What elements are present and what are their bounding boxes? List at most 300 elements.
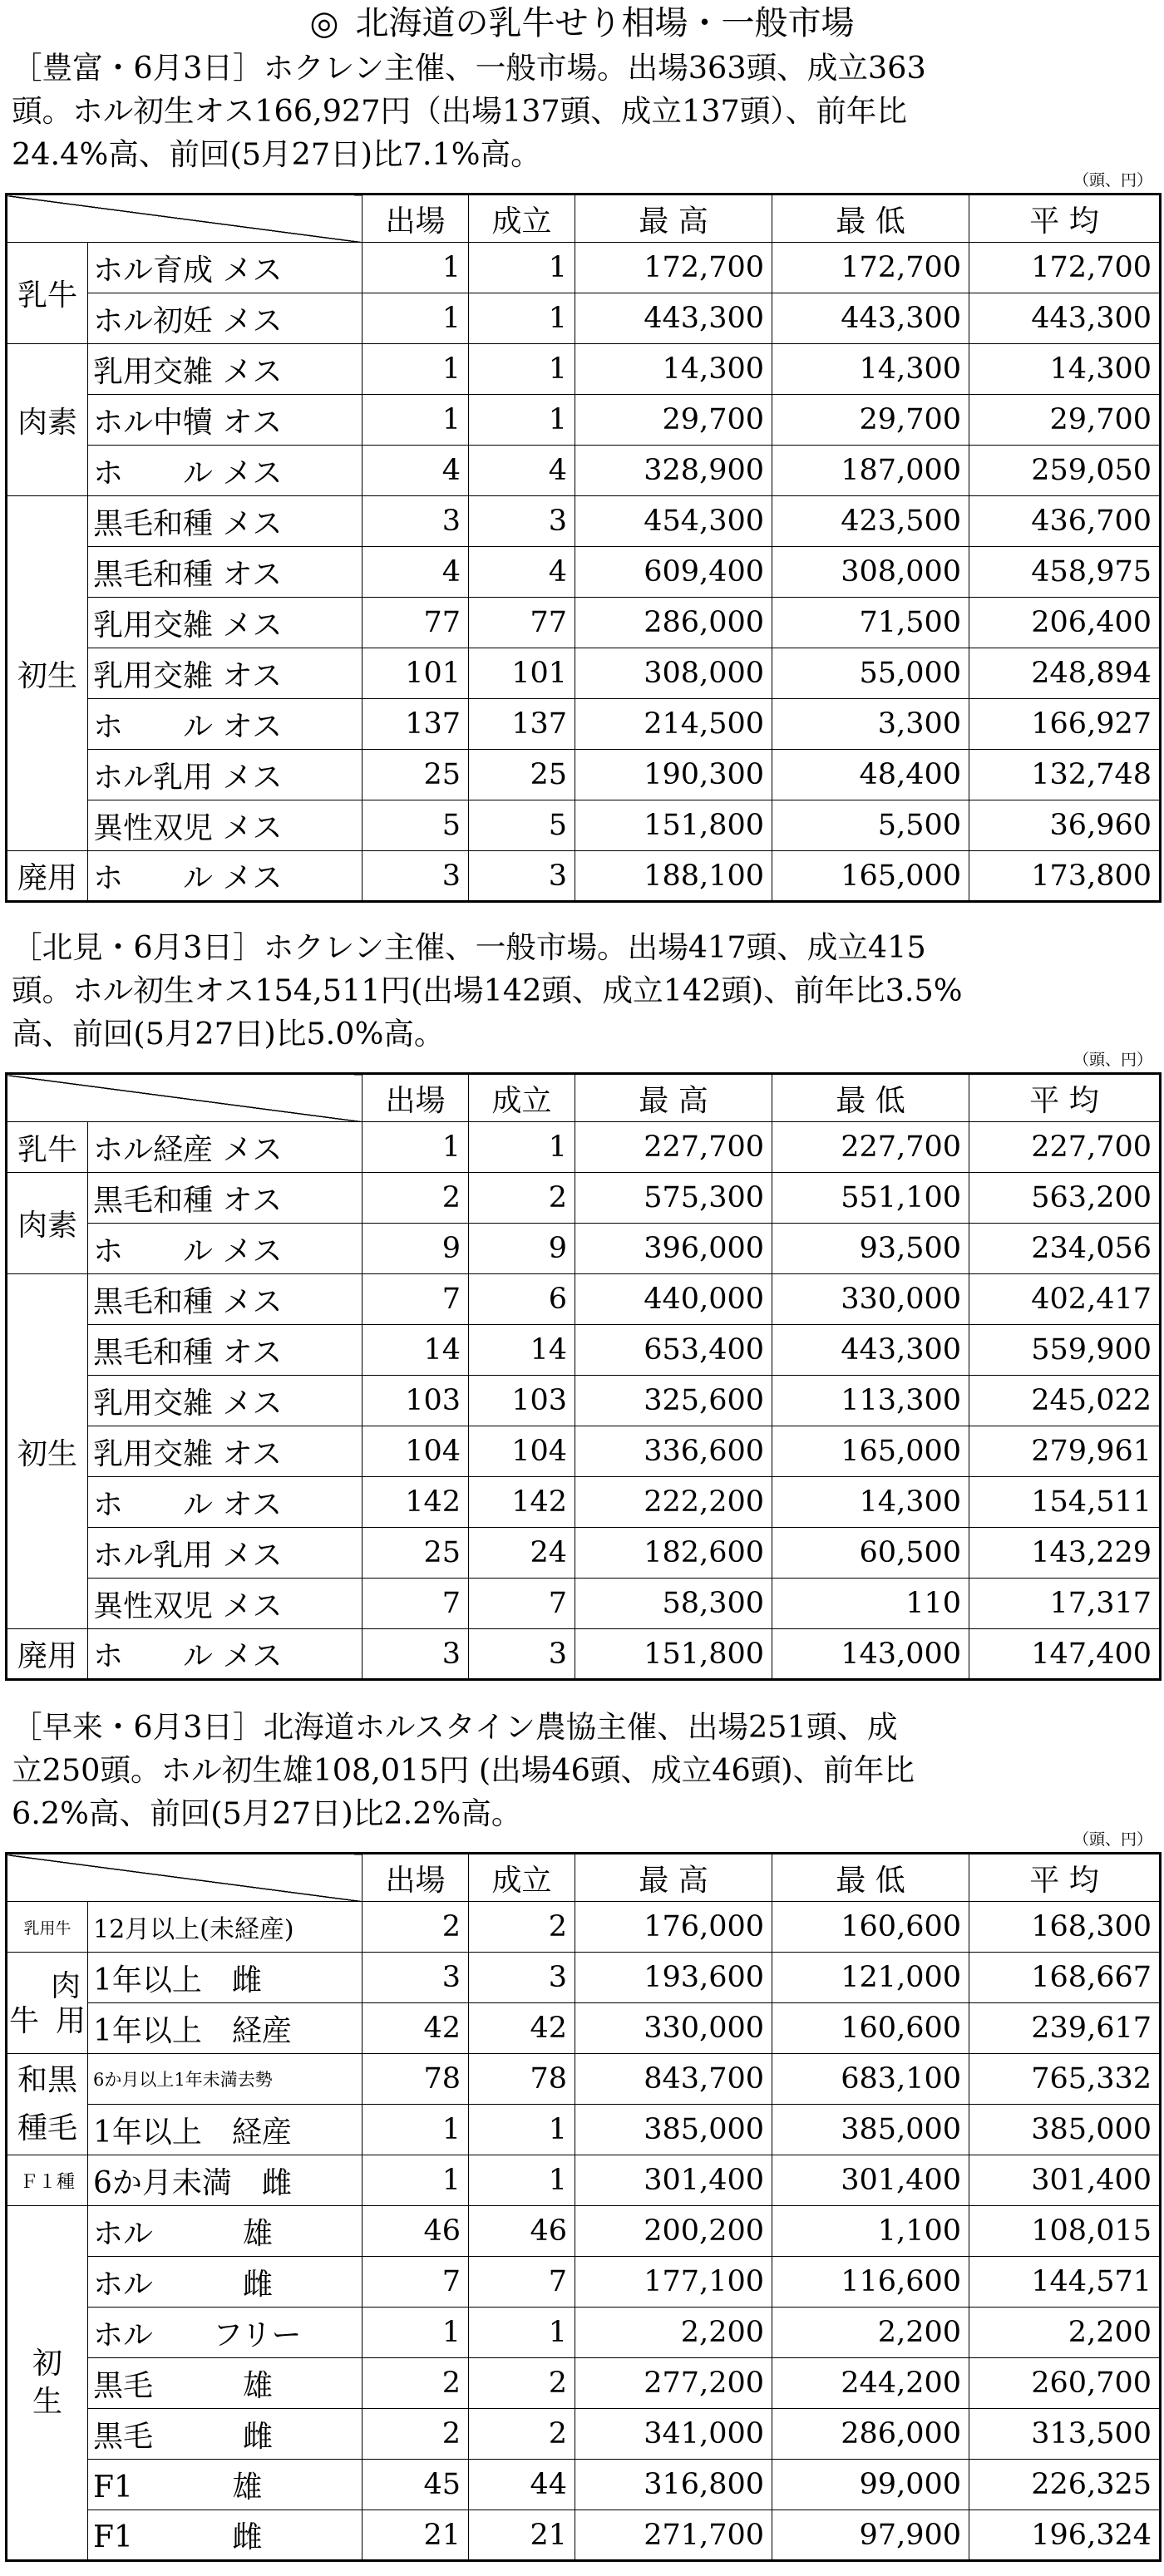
table-row xyxy=(7,1173,1161,1224)
entries-cell: 3 xyxy=(363,1629,469,1680)
avg-price-cell: 226,325 xyxy=(969,2460,1161,2510)
table-row xyxy=(7,598,1161,648)
col-header-high: 最 高 xyxy=(575,1074,772,1122)
sold-cell: 3 xyxy=(469,1953,575,2003)
group-label: 乳用牛 xyxy=(7,1902,88,1953)
low-price-cell: 551,100 xyxy=(772,1173,969,1224)
header-corner xyxy=(7,1074,363,1122)
entries-cell: 21 xyxy=(363,2510,469,2561)
table-row xyxy=(7,800,1161,851)
market-toyotomi-table xyxy=(5,193,1162,903)
avg-price-cell: 234,056 xyxy=(969,1224,1161,1274)
low-price-cell: 187,000 xyxy=(772,446,969,496)
entries-cell: 3 xyxy=(363,851,469,902)
avg-price-cell: 559,900 xyxy=(969,1325,1161,1376)
col-header-low: 最 低 xyxy=(772,1854,969,1902)
col-header-high: 最 高 xyxy=(575,1854,772,1902)
intro-line: 6.2%高、前回(5月27日)比2.2%高。 xyxy=(12,1795,522,1831)
col-header-entries: 出場 xyxy=(363,1854,469,1902)
avg-price-cell: 196,324 xyxy=(969,2510,1161,2561)
group-label xyxy=(7,1953,88,2054)
intro-line: ［北見・6月3日］ホクレン主催、一般市場。出場417頭、成立415 xyxy=(12,929,926,965)
item-label: 黒毛和種 オス xyxy=(88,1325,363,1376)
avg-price-cell: 259,050 xyxy=(969,446,1161,496)
sold-cell: 3 xyxy=(469,496,575,547)
sold-cell: 142 xyxy=(469,1477,575,1528)
sold-cell: 2 xyxy=(469,2358,575,2409)
entries-cell: 46 xyxy=(363,2206,469,2257)
intro-line: 頭。ホル初生オス166,927円（出場137頭、成立137頭）、前年比 xyxy=(12,93,907,129)
low-price-cell: 93,500 xyxy=(772,1224,969,1274)
avg-price-cell: 443,300 xyxy=(969,293,1161,344)
group-label-char: 初 xyxy=(32,2346,62,2381)
table-row xyxy=(7,547,1161,598)
high-price-cell: 188,100 xyxy=(575,851,772,902)
market-hayakita-table xyxy=(5,1852,1162,2562)
table-row xyxy=(7,648,1161,699)
entries-cell: 2 xyxy=(363,2358,469,2409)
avg-price-cell: 239,617 xyxy=(969,2003,1161,2054)
item-label: 6か月未満 雌 xyxy=(88,2155,363,2206)
sold-cell: 3 xyxy=(469,851,575,902)
market-kitami-intro xyxy=(12,926,1152,1056)
high-price-cell: 385,000 xyxy=(575,2105,772,2155)
low-price-cell: 60,500 xyxy=(772,1528,969,1579)
high-price-cell: 301,400 xyxy=(575,2155,772,2206)
table-row xyxy=(7,1579,1161,1629)
avg-price-cell: 36,960 xyxy=(969,800,1161,851)
sold-cell: 5 xyxy=(469,800,575,851)
table-row xyxy=(7,2206,1161,2257)
entries-cell: 1 xyxy=(363,2155,469,2206)
entries-cell: 25 xyxy=(363,1528,469,1579)
sold-cell: 4 xyxy=(469,446,575,496)
low-price-cell: 143,000 xyxy=(772,1629,969,1680)
col-header-sold: 成立 xyxy=(469,195,575,243)
group-label: 肉素 xyxy=(7,1173,88,1274)
table-row xyxy=(7,2155,1161,2206)
item-label: ホ ル メス xyxy=(88,1629,363,1680)
item-label: ホル フリー xyxy=(88,2308,363,2358)
table-row xyxy=(7,1477,1161,1528)
low-price-cell: 160,600 xyxy=(772,2003,969,2054)
table-row xyxy=(7,395,1161,446)
table-row xyxy=(7,2358,1161,2409)
market-kitami-table xyxy=(5,1072,1162,1681)
low-price-cell: 55,000 xyxy=(772,648,969,699)
group-label: 肉素 xyxy=(7,344,88,496)
group-label-char xyxy=(7,2005,87,2038)
low-price-cell: 5,500 xyxy=(772,800,969,851)
sold-cell: 7 xyxy=(469,1579,575,1629)
high-price-cell: 341,000 xyxy=(575,2409,772,2460)
sold-cell: 44 xyxy=(469,2460,575,2510)
title-text: 北海道の乳牛せり相場・一般市場 xyxy=(355,4,855,42)
intro-line: ［豊富・6月3日］ホクレン主催、一般市場。出場363頭、成立363 xyxy=(12,50,926,86)
table-row xyxy=(7,2460,1161,2510)
avg-price-cell: 144,571 xyxy=(969,2257,1161,2308)
table-header-row xyxy=(7,1074,1161,1122)
sold-cell: 1 xyxy=(469,344,575,395)
entries-cell: 1 xyxy=(363,293,469,344)
col-header-high: 最 高 xyxy=(575,195,772,243)
low-price-cell: 97,900 xyxy=(772,2510,969,2561)
col-header-entries: 出場 xyxy=(363,1074,469,1122)
table-row xyxy=(7,1224,1161,1274)
high-price-cell: 454,300 xyxy=(575,496,772,547)
entries-cell: 7 xyxy=(363,1579,469,1629)
high-price-cell: 193,600 xyxy=(575,1953,772,2003)
avg-price-cell: 245,022 xyxy=(969,1376,1161,1426)
avg-price-cell: 166,927 xyxy=(969,699,1161,750)
avg-price-cell: 279,961 xyxy=(969,1426,1161,1477)
item-label: ホ ル メス xyxy=(88,446,363,496)
unit-note: （頭、円） xyxy=(1073,1830,1152,1849)
high-price-cell: 271,700 xyxy=(575,2510,772,2561)
sold-cell: 137 xyxy=(469,699,575,750)
sold-cell: 104 xyxy=(469,1426,575,1477)
col-header-entries: 出場 xyxy=(363,195,469,243)
market-hayakita-intro xyxy=(12,1706,1152,1835)
high-price-cell: 336,600 xyxy=(575,1426,772,1477)
low-price-cell: 443,300 xyxy=(772,293,969,344)
avg-price-cell: 436,700 xyxy=(969,496,1161,547)
low-price-cell: 160,600 xyxy=(772,1902,969,1953)
table-row xyxy=(7,1376,1161,1426)
table-row xyxy=(7,1902,1161,1953)
market-toyotomi-intro xyxy=(12,47,1152,176)
avg-price-cell: 17,317 xyxy=(969,1579,1161,1629)
entries-cell: 2 xyxy=(363,1902,469,1953)
group-label-char: 肉 xyxy=(50,1968,81,2003)
item-label: ホ ル オス xyxy=(88,1477,363,1528)
group-label xyxy=(7,2054,88,2155)
high-price-cell: 330,000 xyxy=(575,2003,772,2054)
high-price-cell: 176,000 xyxy=(575,1902,772,1953)
group-label: 廃用 xyxy=(7,1629,88,1680)
group-label: 廃用 xyxy=(7,851,88,902)
group-label-char: 毛 xyxy=(47,2111,78,2145)
col-header-avg: 平 均 xyxy=(969,195,1161,243)
sold-cell: 2 xyxy=(469,2409,575,2460)
sold-cell: 1 xyxy=(469,2155,575,2206)
high-price-cell: 151,800 xyxy=(575,1629,772,1680)
item-label: 乳用交雑 オス xyxy=(88,1426,363,1477)
header-corner xyxy=(7,195,363,243)
entries-cell: 1 xyxy=(363,344,469,395)
high-price-cell: 151,800 xyxy=(575,800,772,851)
col-header-avg: 平 均 xyxy=(969,1854,1161,1902)
group-label: 乳牛 xyxy=(7,1122,88,1173)
item-label: ホル中犢 オス xyxy=(88,395,363,446)
item-label: 乳用交雑 メス xyxy=(88,1376,363,1426)
high-price-cell: 29,700 xyxy=(575,395,772,446)
table-row xyxy=(7,2054,1161,2105)
avg-price-cell: 563,200 xyxy=(969,1173,1161,1224)
avg-price-cell: 147,400 xyxy=(969,1629,1161,1680)
intro-line: 立250頭。ホル初生雄108,015円 (出場46頭、成立46頭)、前年比 xyxy=(12,1752,915,1788)
col-header-avg: 平 均 xyxy=(969,1074,1161,1122)
entries-cell: 1 xyxy=(363,2308,469,2358)
entries-cell: 25 xyxy=(363,750,469,800)
item-label: 乳用交雑 メス xyxy=(88,598,363,648)
page-title xyxy=(0,0,1164,47)
high-price-cell: 328,900 xyxy=(575,446,772,496)
avg-price-cell: 168,667 xyxy=(969,1953,1161,2003)
sold-cell: 42 xyxy=(469,2003,575,2054)
col-header-sold: 成立 xyxy=(469,1074,575,1122)
table-row xyxy=(7,2003,1161,2054)
entries-cell: 142 xyxy=(363,1477,469,1528)
sold-cell: 9 xyxy=(469,1224,575,1274)
low-price-cell: 2,200 xyxy=(772,2308,969,2358)
sold-cell: 1 xyxy=(469,395,575,446)
high-price-cell: 172,700 xyxy=(575,243,772,293)
high-price-cell: 609,400 xyxy=(575,547,772,598)
table-row xyxy=(7,1122,1161,1173)
entries-cell: 4 xyxy=(363,446,469,496)
low-price-cell: 110 xyxy=(772,1579,969,1629)
table-row xyxy=(7,851,1161,902)
entries-cell: 1 xyxy=(363,2105,469,2155)
avg-price-cell: 14,300 xyxy=(969,344,1161,395)
item-label: ホ ル オス xyxy=(88,699,363,750)
item-label: ホ ル メス xyxy=(88,1224,363,1274)
entries-cell: 14 xyxy=(363,1325,469,1376)
low-price-cell: 165,000 xyxy=(772,1426,969,1477)
group-label-char: 和 xyxy=(17,2062,47,2097)
item-label: 12月以上(未経産) xyxy=(88,1902,363,1953)
sold-cell: 46 xyxy=(469,2206,575,2257)
avg-price-cell: 765,332 xyxy=(969,2054,1161,2105)
high-price-cell: 14,300 xyxy=(575,344,772,395)
item-label: 異性双児 メス xyxy=(88,1579,363,1629)
high-price-cell: 182,600 xyxy=(575,1528,772,1579)
avg-price-cell: 206,400 xyxy=(969,598,1161,648)
low-price-cell: 99,000 xyxy=(772,2460,969,2510)
table-header-row xyxy=(7,195,1161,243)
item-label: 異性双児 メス xyxy=(88,800,363,851)
group-label-char: 用 xyxy=(55,2003,86,2038)
low-price-cell: 14,300 xyxy=(772,344,969,395)
high-price-cell: 316,800 xyxy=(575,2460,772,2510)
entries-cell: 1 xyxy=(363,243,469,293)
group-label: Ｆ１種 xyxy=(7,2155,88,2206)
entries-cell: 137 xyxy=(363,699,469,750)
high-price-cell: 440,000 xyxy=(575,1274,772,1325)
table-row xyxy=(7,293,1161,344)
item-label: F1 雄 xyxy=(88,2460,363,2510)
item-label: 1年以上 経産 xyxy=(88,2105,363,2155)
high-price-cell: 325,600 xyxy=(575,1376,772,1426)
sold-cell: 21 xyxy=(469,2510,575,2561)
high-price-cell: 653,400 xyxy=(575,1325,772,1376)
sold-cell: 4 xyxy=(469,547,575,598)
avg-price-cell: 402,417 xyxy=(969,1274,1161,1325)
item-label: 6か月以上1年未満去勢 xyxy=(88,2054,363,2105)
high-price-cell: 58,300 xyxy=(575,1579,772,1629)
avg-price-cell: 143,229 xyxy=(969,1528,1161,1579)
item-label: ホル乳用 メス xyxy=(88,1528,363,1579)
entries-cell: 103 xyxy=(363,1376,469,1426)
table-row xyxy=(7,2257,1161,2308)
low-price-cell: 113,300 xyxy=(772,1376,969,1426)
item-label: 1年以上 経産 xyxy=(88,2003,363,2054)
entries-cell: 4 xyxy=(363,547,469,598)
avg-price-cell: 108,015 xyxy=(969,2206,1161,2257)
high-price-cell: 286,000 xyxy=(575,598,772,648)
item-label: ホル経産 メス xyxy=(88,1122,363,1173)
sold-cell: 14 xyxy=(469,1325,575,1376)
entries-cell: 2 xyxy=(363,2409,469,2460)
high-price-cell: 190,300 xyxy=(575,750,772,800)
low-price-cell: 116,600 xyxy=(772,2257,969,2308)
table-row xyxy=(7,2105,1161,2155)
sold-cell: 101 xyxy=(469,648,575,699)
table-row xyxy=(7,1325,1161,1376)
col-header-sold: 成立 xyxy=(469,1854,575,1902)
entries-cell: 1 xyxy=(363,395,469,446)
table-row xyxy=(7,1629,1161,1680)
sold-cell: 6 xyxy=(469,1274,575,1325)
avg-price-cell: 168,300 xyxy=(969,1902,1161,1953)
entries-cell: 78 xyxy=(363,2054,469,2105)
sold-cell: 2 xyxy=(469,1902,575,1953)
group-label-line xyxy=(7,2105,87,2153)
item-label: 乳用交雑 オス xyxy=(88,648,363,699)
item-label: 黒毛 雌 xyxy=(88,2409,363,2460)
high-price-cell: 575,300 xyxy=(575,1173,772,1224)
avg-price-cell: 173,800 xyxy=(969,851,1161,902)
item-label: F1 雌 xyxy=(88,2510,363,2561)
low-price-cell: 172,700 xyxy=(772,243,969,293)
sold-cell: 77 xyxy=(469,598,575,648)
group-label-line xyxy=(7,2056,87,2105)
item-label: ホル 雌 xyxy=(88,2257,363,2308)
table-row xyxy=(7,1274,1161,1325)
avg-price-cell: 154,511 xyxy=(969,1477,1161,1528)
item-label: 黒毛和種 オス xyxy=(88,1173,363,1224)
item-label: 乳用交雑 メス xyxy=(88,344,363,395)
double-circle-mark: ◎ xyxy=(309,4,339,42)
group-label xyxy=(7,2206,88,2561)
group-label-char: 種 xyxy=(17,2111,47,2145)
item-label: ホル育成 メス xyxy=(88,243,363,293)
avg-price-cell: 260,700 xyxy=(969,2358,1161,2409)
entries-cell: 77 xyxy=(363,598,469,648)
entries-cell: 2 xyxy=(363,1173,469,1224)
avg-price-cell: 227,700 xyxy=(969,1122,1161,1173)
intro-line: 高、前回(5月27日)比5.0%高。 xyxy=(12,1016,445,1052)
low-price-cell: 48,400 xyxy=(772,750,969,800)
sold-cell: 1 xyxy=(469,2308,575,2358)
low-price-cell: 443,300 xyxy=(772,1325,969,1376)
high-price-cell: 200,200 xyxy=(575,2206,772,2257)
avg-price-cell: 2,200 xyxy=(969,2308,1161,2358)
low-price-cell: 14,300 xyxy=(772,1477,969,1528)
table-row xyxy=(7,2409,1161,2460)
entries-cell: 5 xyxy=(363,800,469,851)
avg-price-cell: 458,975 xyxy=(969,547,1161,598)
item-label: ホル 雄 xyxy=(88,2206,363,2257)
table-row xyxy=(7,1528,1161,1579)
item-label: ホ ル メス xyxy=(88,851,363,902)
col-header-low: 最 低 xyxy=(772,195,969,243)
low-price-cell: 423,500 xyxy=(772,496,969,547)
table-row xyxy=(7,1953,1161,2003)
high-price-cell: 177,100 xyxy=(575,2257,772,2308)
avg-price-cell: 172,700 xyxy=(969,243,1161,293)
header-corner xyxy=(7,1854,363,1902)
low-price-cell: 301,400 xyxy=(772,2155,969,2206)
table-row xyxy=(7,496,1161,547)
item-label: 黒毛和種 オス xyxy=(88,547,363,598)
unit-note: （頭、円） xyxy=(1073,1051,1152,1069)
sold-cell: 103 xyxy=(469,1376,575,1426)
entries-cell: 9 xyxy=(363,1224,469,1274)
avg-price-cell: 313,500 xyxy=(969,2409,1161,2460)
entries-cell: 7 xyxy=(363,2257,469,2308)
table-row xyxy=(7,446,1161,496)
group-label: 初生 xyxy=(7,1274,88,1629)
table-header-row xyxy=(7,1854,1161,1902)
item-label: 黒毛和種 メス xyxy=(88,496,363,547)
sold-cell: 1 xyxy=(469,2105,575,2155)
high-price-cell: 2,200 xyxy=(575,2308,772,2358)
unit-note: （頭、円） xyxy=(1073,171,1152,190)
entries-cell: 45 xyxy=(363,2460,469,2510)
low-price-cell: 227,700 xyxy=(772,1122,969,1173)
high-price-cell: 277,200 xyxy=(575,2358,772,2409)
col-header-low: 最 低 xyxy=(772,1074,969,1122)
low-price-cell: 683,100 xyxy=(772,2054,969,2105)
sold-cell: 1 xyxy=(469,1122,575,1173)
low-price-cell: 71,500 xyxy=(772,598,969,648)
table-row xyxy=(7,2510,1161,2561)
high-price-cell: 843,700 xyxy=(575,2054,772,2105)
high-price-cell: 443,300 xyxy=(575,293,772,344)
item-label: ホル初妊 メス xyxy=(88,293,363,344)
avg-price-cell: 248,894 xyxy=(969,648,1161,699)
item-label: 黒毛和種 メス xyxy=(88,1274,363,1325)
sold-cell: 2 xyxy=(469,1173,575,1224)
intro-line: ［早来・6月3日］北海道ホルスタイン農協主催、出場251頭、成 xyxy=(12,1709,898,1745)
high-price-cell: 308,000 xyxy=(575,648,772,699)
entries-cell: 1 xyxy=(363,1122,469,1173)
table-row xyxy=(7,699,1161,750)
group-label: 乳牛 xyxy=(7,243,88,344)
high-price-cell: 396,000 xyxy=(575,1224,772,1274)
intro-line: 24.4%高、前回(5月27日)比7.1%高。 xyxy=(12,136,541,172)
sold-cell: 78 xyxy=(469,2054,575,2105)
avg-price-cell: 29,700 xyxy=(969,395,1161,446)
intro-line: 頭。ホル初生オス154,511円(出場142頭、成立142頭)、前年比3.5% xyxy=(12,973,963,1008)
group-label: 初生 xyxy=(7,496,88,851)
entries-cell: 3 xyxy=(363,1953,469,2003)
table-row xyxy=(7,1426,1161,1477)
sold-cell: 3 xyxy=(469,1629,575,1680)
entries-cell: 104 xyxy=(363,1426,469,1477)
group-label-char: 牛 xyxy=(9,2003,40,2038)
group-label-char: 生 xyxy=(32,2384,62,2419)
low-price-cell: 244,200 xyxy=(772,2358,969,2409)
sold-cell: 25 xyxy=(469,750,575,800)
entries-cell: 3 xyxy=(363,496,469,547)
item-label: 黒毛 雄 xyxy=(88,2358,363,2409)
low-price-cell: 330,000 xyxy=(772,1274,969,1325)
table-row xyxy=(7,344,1161,395)
table-row xyxy=(7,2308,1161,2358)
